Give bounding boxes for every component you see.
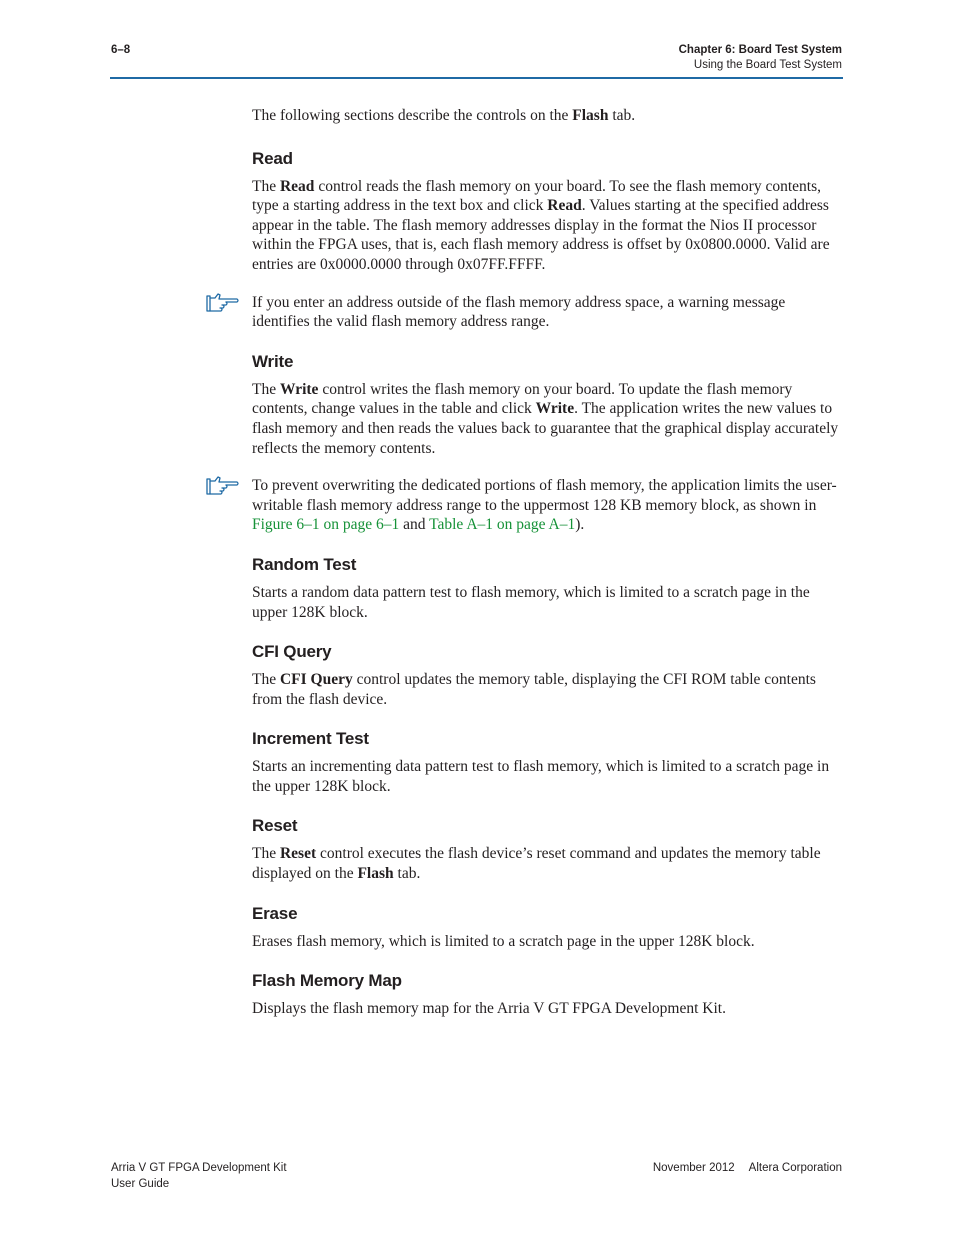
section-increment-test (252, 728, 842, 796)
erase-paragraph: Erases flash memory, which is limited to a scratch page in the upper 128K block. (252, 932, 755, 950)
heading-write: Write (252, 351, 294, 371)
intro-paragraph: The following sections describe the controls on the Flash tab. (252, 107, 636, 124)
cfi-query-paragraph: The CFI Query control updates the memory table, displaying the CFI ROM table contents from the flash device. (252, 671, 816, 708)
section-flash-memory-map (252, 970, 842, 1019)
running-header (679, 43, 842, 73)
footer-company: Altera Corporation (748, 1162, 842, 1174)
footer-doc-type: User Guide (111, 1178, 170, 1190)
pointing-hand-icon (206, 291, 240, 313)
header-rule (110, 77, 843, 79)
heading-increment-test: Increment Test (252, 729, 369, 749)
increment-test-paragraph: Starts an incrementing data pattern test to flash memory, which is limited to a scratch page in the upper 128K block. (252, 758, 830, 795)
section-reset (252, 815, 842, 883)
reset-paragraph: The Reset control executes the flash device’s reset command and updates the memory table displayed on the Flash tab. (252, 845, 821, 883)
random-test-paragraph: Starts a random data pattern test to flash memory, which is limited to a scratch page in the upper 128K block. (252, 583, 810, 621)
heading-erase: Erase (252, 903, 298, 923)
section-read (252, 148, 842, 332)
footer-date: November 2012 (652, 1162, 735, 1174)
heading-reset: Reset (252, 816, 298, 836)
section-erase (252, 903, 842, 952)
heading-read: Read (252, 148, 293, 168)
section-title: Using the Board Test System (693, 59, 842, 71)
chapter-title: Chapter 6: Board Test System (678, 44, 842, 56)
footer-doc-title: Arria V GT FPGA Development Kit (111, 1162, 287, 1174)
heading-random-test: Random Test (252, 554, 357, 574)
section-random-test (252, 554, 842, 622)
footer-right (653, 1160, 842, 1176)
read-paragraph: The Read control reads the flash memory on your board. To see the flash memory contents, type a starting address in the text box and click Read. Values starting at the specified address appear in the table. The flash memory addresses display in the format the Nios II processor within the FPGA uses, that is, each flash memory address is offset by 0x0800.0000. Valid are entries are 0x0000.0000 through 0x07FF.FFFF. (252, 177, 830, 273)
write-paragraph: The Write control writes the flash memory on your board. To update the flash memory contents, change values in the table and click Write. The application writes the new values to flash memory and then reads the values back to guarantee that the graphical display accurately reflects the memory contents. (252, 380, 839, 457)
footer-left (111, 1160, 287, 1192)
table-a-1-link[interactable]: Table A–1 on page A–1 (429, 516, 576, 534)
section-cfi-query (252, 641, 842, 709)
flash-memory-map-paragraph: Displays the flash memory map for the Arria V GT FPGA Development Kit. (252, 1000, 726, 1018)
page-body (252, 106, 842, 1019)
heading-flash-memory-map: Flash Memory Map (252, 971, 402, 991)
write-note (252, 476, 842, 535)
pointing-hand-icon (206, 474, 240, 496)
read-note (252, 293, 842, 332)
read-note-text: If you enter an address outside of the flash memory address space, a warning message identifies the valid flash memory address range. (252, 293, 786, 331)
figure-6-1-link[interactable]: Figure 6–1 on page 6–1 (252, 516, 400, 534)
flash-tab-label: Flash (572, 107, 609, 124)
heading-cfi-query: CFI Query (252, 642, 332, 662)
write-note-text: To prevent overwriting the dedicated portions of flash memory, the application limits the user-writable flash memory address range to the uppermost 128 KB memory block, as shown in Figure 6–1 on page 6–1 and Table A–1 on page A–1). (252, 477, 837, 534)
page-number: 6–8 (111, 44, 131, 56)
section-write (252, 351, 842, 535)
